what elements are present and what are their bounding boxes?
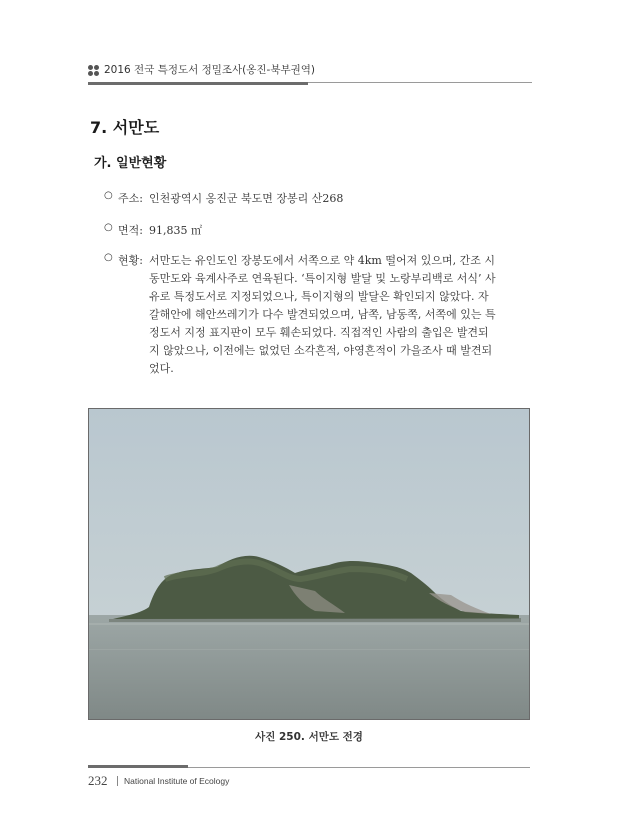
wave-line [89, 679, 530, 680]
footer-organization: National Institute of Ecology [124, 776, 230, 786]
island-photo-illustration [89, 409, 530, 720]
section-title: 7. 서만도 [90, 118, 160, 137]
header-dots-icon [88, 65, 100, 77]
bullet-icon: ○ [104, 252, 113, 263]
page-number: 232 [88, 773, 108, 788]
area-label: 면적: [118, 224, 143, 237]
description-line: 동만도와 육계사주로 연육된다. ‘특이지형 발달 및 노랑부리백로 서식’ 사 [149, 272, 496, 285]
bullet-icon: ○ [104, 222, 113, 233]
running-header [88, 62, 532, 86]
description-line: 지 않았으나, 이전에는 없었던 소각흔적, 야영흔적이 가을조사 때 발견되 [149, 344, 493, 357]
subsection-title: 가. 일반현황 [94, 156, 167, 171]
footer-rule-accent [88, 765, 188, 768]
wave-line [89, 649, 530, 650]
status-label: 현황: [118, 254, 143, 267]
footer-divider [117, 776, 118, 786]
bullet-icon: ○ [104, 190, 113, 201]
area-value: 91,835 ㎡ [149, 224, 202, 237]
header-title: 2016 전국 특정도서 정밀조사(옹진-북부권역) [104, 64, 316, 76]
description-line: 갈해안에 해안쓰레기가 다수 발견되었으며, 남쪽, 남동쪽, 서쪽에 있는 특 [149, 308, 496, 321]
status-description [149, 252, 528, 378]
address-value: 인천광역시 옹진군 북도면 장봉리 산268 [149, 192, 344, 205]
sea [89, 615, 530, 720]
header-rule-accent [88, 82, 308, 85]
island-photo [88, 408, 530, 720]
description-line: 유로 특정도서로 지정되었으나, 특이지형의 발달은 확인되지 않았다. 자 [149, 290, 489, 303]
description-line: 정도서 지정 표지판이 모두 훼손되었다. 직접적인 사람의 출입은 발견되 [149, 326, 489, 339]
wave-line [89, 623, 530, 625]
description-line: 었다. [149, 362, 174, 375]
address-label: 주소: [118, 192, 143, 205]
description-line: 서만도는 유인도인 장봉도에서 서쪽으로 약 4km 떨어져 있으며, 간조 시 [149, 254, 495, 267]
figure-caption: 사진 250. 서만도 전경 [255, 731, 363, 743]
